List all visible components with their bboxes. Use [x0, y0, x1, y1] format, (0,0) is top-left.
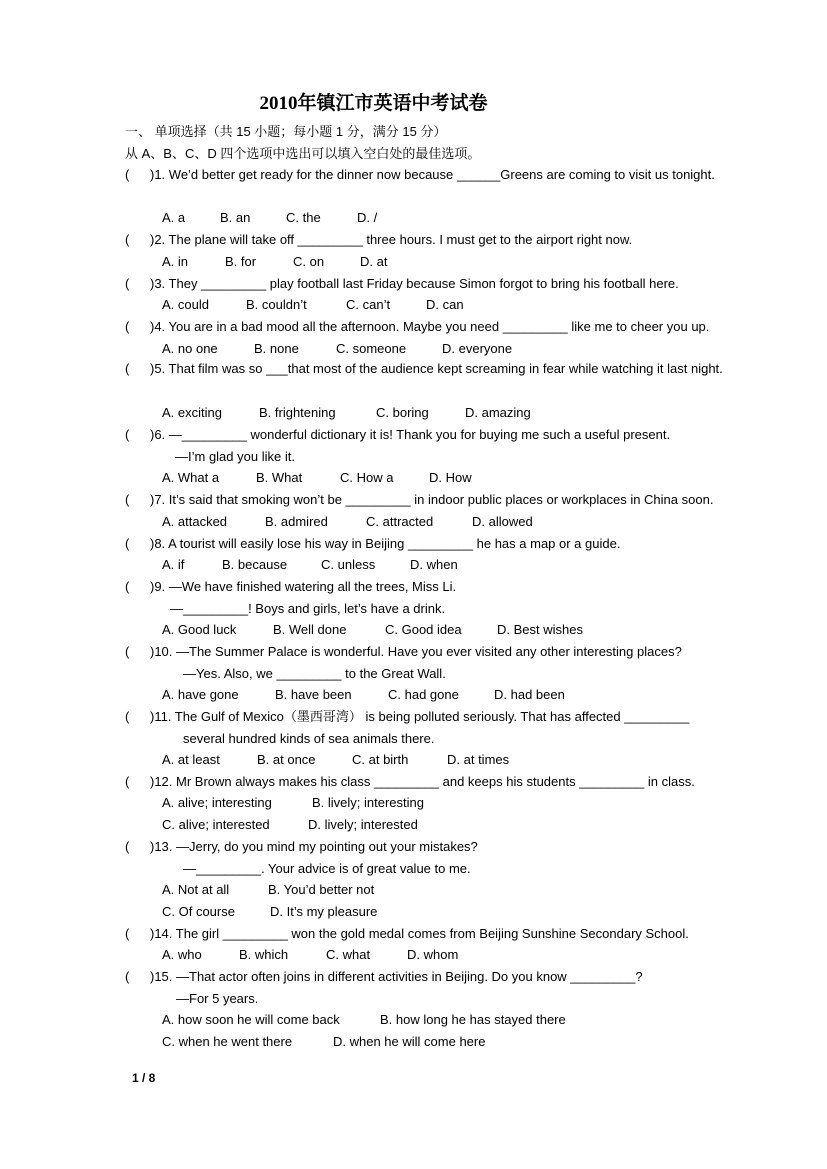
q11-option-d: D. at times: [447, 752, 510, 767]
q9-option-b: B. Well done: [273, 622, 347, 637]
answer-paren[interactable]: (: [125, 839, 130, 854]
q8-option-b: B. because: [222, 557, 288, 572]
question-stem: )11. The Gulf of Mexico（墨西哥湾） is being polluted seriously. That has affected _________: [150, 709, 690, 724]
q12-option-b: B. lively; interesting: [312, 795, 424, 810]
question-12: [125, 774, 695, 790]
q6-option-a: A. What a: [162, 470, 220, 485]
q11-option-a: A. at least: [162, 752, 220, 767]
q12-option-a: A. alive; interesting: [162, 795, 272, 810]
question-stem: )8. A tourist will easily lose his way in Beijing _________ he has a map or a guide.: [150, 536, 621, 551]
q4-option-b: B. none: [254, 341, 299, 356]
answer-paren[interactable]: (: [125, 427, 130, 442]
question-8: [125, 536, 620, 552]
question-stem: )4. You are in a bad mood all the afternoon. Maybe you need _________ like me to cheer you up.: [150, 319, 710, 334]
q13-option-c: C. Of course: [162, 904, 235, 919]
q13-reply: —_________. Your advice is of great value to me.: [183, 861, 471, 876]
question-15: [125, 969, 643, 985]
q6-reply: —I’m glad you like it.: [175, 449, 295, 464]
q5-option-a: A. exciting: [162, 405, 222, 420]
q10-option-b: B. have been: [275, 687, 352, 702]
answer-paren[interactable]: (: [125, 492, 130, 507]
question-stem: )15. —That actor often joins in different activities in Beijing. Do you know _________?: [150, 969, 643, 984]
q13-option-b: B. You’d better not: [268, 882, 375, 897]
q13-option-d: D. It’s my pleasure: [270, 904, 378, 919]
q9-option-d: D. Best wishes: [497, 622, 583, 637]
question-stem: )13. —Jerry, do you mind my pointing out your mistakes?: [150, 839, 478, 854]
question-13: [125, 839, 478, 855]
q4-option-d: D. everyone: [442, 341, 513, 356]
answer-paren[interactable]: (: [125, 319, 130, 334]
question-4: [125, 319, 709, 335]
page-title: 2010年镇江市英语中考试卷: [259, 93, 488, 114]
q15-option-b: B. how long he has stayed there: [380, 1012, 566, 1027]
question-7: [125, 492, 713, 508]
q6-option-b: B. What: [256, 470, 303, 485]
question-stem: )14. The girl _________ won the gold medal comes from Beijing Sunshine Secondary School.: [150, 926, 689, 941]
q11-option-b: B. at once: [257, 752, 316, 767]
question-stem: )3. They _________ play football last Friday because Simon forgot to bring his football here.: [150, 276, 679, 291]
question-1: [125, 164, 749, 185]
q5-option-b: B. frightening: [259, 405, 336, 420]
q1-option-c: C. the: [286, 210, 321, 225]
q1-option-b: B. an: [220, 210, 251, 225]
question-stem: )9. —We have finished watering all the trees, Miss Li.: [150, 579, 457, 594]
question-stem: )1. We’d better get ready for the dinner now because ______Greens are coming to visit us tonight.: [150, 167, 715, 182]
q14-option-b: B. which: [239, 947, 289, 962]
question-stem: )10. —The Summer Palace is wonderful. Have you ever visited any other interesting places?: [150, 644, 682, 659]
answer-paren[interactable]: (: [125, 774, 130, 789]
q15-option-a: A. how soon he will come back: [162, 1012, 340, 1027]
q1-option-a: A. a: [162, 210, 186, 225]
answer-paren[interactable]: (: [125, 232, 130, 247]
q7-option-d: D. allowed: [472, 514, 533, 529]
q10-reply: —Yes. Also, we _________ to the Great Wall.: [183, 666, 446, 681]
q1-option-d: D. /: [357, 210, 378, 225]
q14-option-c: C. what: [326, 947, 371, 962]
q9-option-c: C. Good idea: [385, 622, 462, 637]
answer-paren[interactable]: (: [125, 536, 130, 551]
q3-option-a: A. could: [162, 297, 209, 312]
q13-option-a: A. Not at all: [162, 882, 230, 897]
question-6: [125, 427, 670, 443]
q10-option-a: A. have gone: [162, 687, 239, 702]
question-14: [125, 926, 689, 942]
question-3: [125, 276, 679, 292]
answer-paren[interactable]: (: [125, 644, 130, 659]
q4-option-c: C. someone: [336, 341, 407, 356]
answer-paren[interactable]: (: [125, 709, 130, 724]
question-stem: )7. It’s said that smoking won’t be _________ in indoor public places or workplaces in China soon.: [150, 492, 714, 507]
page-number: 1 / 8: [132, 1071, 156, 1085]
q4-option-a: A. no one: [162, 341, 218, 356]
q2-option-a: A. in: [162, 254, 189, 269]
question-stem: )2. The plane will take off _________ three hours. I must get to the airport right now.: [150, 232, 633, 247]
q7-option-a: A. attacked: [162, 514, 228, 529]
q15-reply: —For 5 years.: [176, 991, 259, 1006]
q10-option-c: C. had gone: [388, 687, 459, 702]
q10-option-d: D. had been: [494, 687, 565, 702]
q2-option-b: B. for: [225, 254, 257, 269]
question-10: [125, 644, 682, 660]
q5-option-c: C. boring: [376, 405, 429, 420]
question-5: [125, 358, 749, 379]
answer-paren[interactable]: (: [125, 276, 130, 291]
q12-option-c: C. alive; interested: [162, 817, 270, 832]
q6-option-c: C. How a: [340, 470, 394, 485]
q8-option-a: A. if: [162, 557, 185, 572]
q8-option-d: D. when: [410, 557, 458, 572]
q11-reply: several hundred kinds of sea animals there.: [183, 731, 435, 746]
question-stem: )12. Mr Brown always makes his class _________ and keeps his students _________ in class.: [150, 774, 695, 789]
q3-option-c: C. can’t: [346, 297, 391, 312]
q15-option-c: C. when he went there: [162, 1034, 293, 1049]
q14-option-d: D. whom: [407, 947, 459, 962]
q3-option-d: D. can: [426, 297, 464, 312]
answer-paren[interactable]: (: [125, 167, 130, 182]
question-9: [125, 579, 456, 595]
q7-option-b: B. admired: [265, 514, 328, 529]
q2-option-d: D. at: [360, 254, 388, 269]
q5-option-d: D. amazing: [465, 405, 531, 420]
section-heading: 一、 单项选择（共 15 小题；每小题 1 分，满分 15 分）: [125, 124, 447, 139]
q14-option-a: A. who: [162, 947, 202, 962]
q2-option-c: C. on: [293, 254, 325, 269]
answer-paren[interactable]: (: [125, 926, 130, 941]
question-stem: )5. That film was so ___that most of the audience kept screaming in fear while watching it last night.: [150, 361, 723, 376]
answer-paren[interactable]: (: [125, 579, 130, 594]
q11-option-c: C. at birth: [352, 752, 409, 767]
question-2: [125, 232, 632, 248]
answer-paren[interactable]: (: [125, 969, 130, 984]
q9-option-a: A. Good luck: [162, 622, 237, 637]
question-stem: )6. —_________ wonderful dictionary it is! Thank you for buying me such a useful present.: [150, 427, 671, 442]
q3-option-b: B. couldn’t: [246, 297, 307, 312]
answer-paren[interactable]: (: [125, 361, 130, 376]
q6-option-d: D. How: [429, 470, 472, 485]
q15-option-d: D. when he will come here: [333, 1034, 486, 1049]
question-11: [125, 709, 689, 725]
q8-option-c: C. unless: [321, 557, 376, 572]
section-instruction: 从 A、B、C、D 四个选项中选出可以填入空白处的最佳选项。: [125, 146, 481, 161]
q9-reply: —_________! Boys and girls, let’s have a drink.: [170, 601, 446, 616]
q7-option-c: C. attracted: [366, 514, 434, 529]
q12-option-d: D. lively; interested: [308, 817, 418, 832]
